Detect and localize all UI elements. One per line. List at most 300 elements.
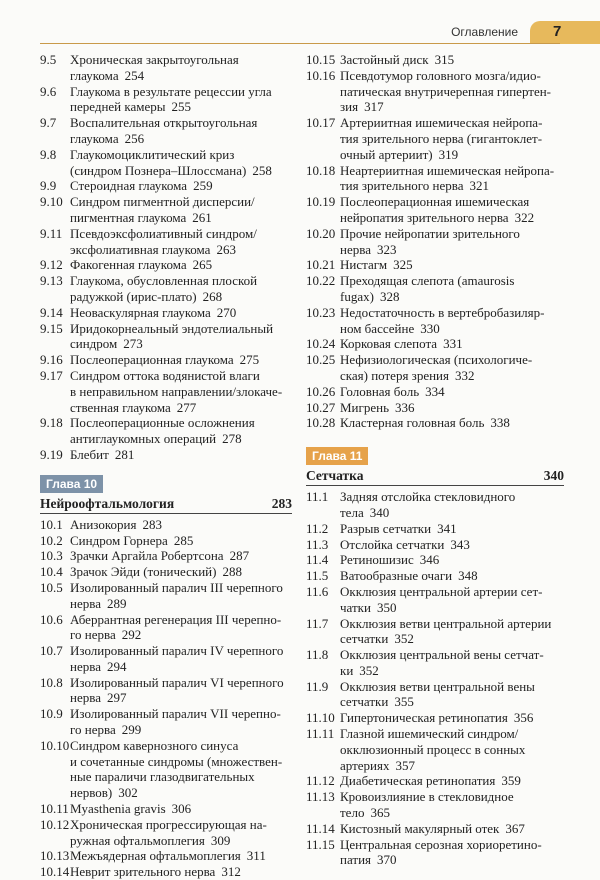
- toc-entry-page: 322: [514, 209, 535, 225]
- toc-entry[interactable]: [306, 521, 564, 537]
- toc-entry-text: [340, 400, 564, 416]
- toc-entry[interactable]: [40, 817, 292, 849]
- toc-entry-line: зия: [340, 99, 359, 115]
- toc-entry-text: [70, 226, 292, 258]
- toc-entry[interactable]: [40, 533, 292, 549]
- toc-entry-page: 325: [393, 257, 413, 273]
- toc-entry[interactable]: [306, 489, 564, 521]
- toc-entry-page: 277: [176, 399, 197, 415]
- toc-entry-number: 9.16: [40, 352, 63, 368]
- toc-entry-number: 10.13: [40, 848, 70, 864]
- toc-entry-text: [340, 726, 564, 773]
- toc-entry-line: тия зрительного нерва: [340, 178, 464, 194]
- chapter-10-page: 283: [271, 495, 292, 511]
- toc-entry-page: 283: [142, 516, 162, 532]
- toc-list-chapter11: [306, 489, 564, 868]
- chapter-10-heading[interactable]: [40, 495, 292, 514]
- chapter-11-heading[interactable]: [306, 467, 564, 486]
- toc-entry-number: 11.1: [306, 489, 329, 505]
- toc-entry-line: нерва: [70, 595, 101, 611]
- toc-entry[interactable]: [40, 612, 292, 644]
- toc-entry-line: чатки: [340, 599, 371, 615]
- running-header-title: Оглавление: [451, 25, 518, 39]
- toc-entry[interactable]: [306, 415, 564, 431]
- toc-entry-number: 11.13: [306, 789, 335, 805]
- toc-entry-line: ные параличи глазодвигательных: [70, 769, 255, 785]
- toc-entry[interactable]: [306, 789, 564, 821]
- toc-entry-line: Анизокория: [70, 516, 137, 532]
- toc-entry-line: тела: [340, 504, 364, 520]
- toc-entry-line: го нерва: [70, 627, 116, 643]
- toc-entry-number: 10.26: [306, 383, 336, 399]
- toc-entry-text: [340, 115, 564, 162]
- toc-entry-number: 9.12: [40, 257, 63, 273]
- toc-entry-line: Воспалительная открытоугольная: [70, 115, 258, 131]
- toc-entry-line: нерва: [340, 241, 371, 257]
- toc-entry-number: 10.24: [306, 336, 336, 352]
- toc-entry-number: 9.9: [40, 178, 57, 194]
- toc-entry-page: 340: [369, 504, 390, 520]
- toc-entry[interactable]: [306, 647, 564, 679]
- toc-entry-number: 11.14: [306, 820, 335, 836]
- toc-entry-line: ки: [340, 662, 354, 678]
- toc-entry-page: 256: [124, 130, 145, 146]
- toc-entry-number: 10.1: [40, 516, 63, 532]
- toc-entry-text: [70, 612, 292, 644]
- toc-entry[interactable]: [40, 738, 292, 801]
- toc-entry[interactable]: [40, 447, 292, 463]
- toc-entry-text: [70, 548, 292, 564]
- toc-entry-text: [70, 84, 292, 116]
- toc-entry[interactable]: [40, 564, 292, 580]
- toc-entry-line: Синдром оттока водянистой влаги: [70, 367, 260, 383]
- toc-entry[interactable]: [40, 517, 292, 533]
- toc-entry-line: сетчатки: [340, 631, 389, 647]
- toc-entry[interactable]: [40, 115, 292, 147]
- toc-entry-page: 352: [359, 662, 379, 678]
- toc-entry[interactable]: [40, 643, 292, 675]
- toc-entry-line: нерва: [70, 690, 101, 706]
- toc-entry[interactable]: [306, 726, 564, 773]
- toc-entry-line: ская) потеря зрения: [340, 367, 449, 383]
- chapter-11-page: 340: [543, 468, 564, 484]
- toc-entry-line: Псевдотумор головного мозга/идио-: [340, 67, 541, 83]
- toc-entry-text: [70, 257, 292, 273]
- toc-entry[interactable]: [40, 147, 292, 179]
- toc-entry[interactable]: [306, 837, 564, 869]
- toc-entry-text: [340, 647, 564, 679]
- toc-entry-page: 336: [395, 399, 415, 415]
- toc-entry-line: очный артериит): [340, 146, 433, 162]
- toc-entry-number: 10.4: [40, 564, 63, 580]
- toc-entry-line: Задняя отслойка стекловидного: [340, 489, 516, 505]
- toc-entry[interactable]: [306, 616, 564, 648]
- toc-list-chapter9: [40, 52, 292, 463]
- toc-entry-number: 11.8: [306, 647, 329, 663]
- toc-entry-text: [340, 273, 564, 305]
- toc-entry[interactable]: [306, 384, 564, 400]
- toc-entry-line: эксфолиативная глаукома: [70, 241, 211, 257]
- toc-entry-page: 312: [221, 864, 241, 880]
- toc-entry-page: 299: [121, 722, 142, 738]
- toc-entry-page: 289: [106, 595, 127, 611]
- toc-entry-page: 315: [434, 52, 455, 67]
- toc-entry-page: 365: [370, 805, 390, 821]
- toc-entry-text: [70, 194, 292, 226]
- toc-entry-number: 10.11: [40, 801, 69, 817]
- toc-entry[interactable]: [40, 548, 292, 564]
- toc-entry[interactable]: [40, 801, 292, 817]
- toc-entry[interactable]: [306, 226, 564, 258]
- toc-entry-text: [70, 801, 292, 817]
- toc-entry-number: 10.28: [306, 415, 336, 431]
- toc-entry-number: 11.3: [306, 536, 329, 552]
- toc-entry-text: [70, 864, 292, 880]
- toc-entry[interactable]: [40, 305, 292, 321]
- toc-entry[interactable]: [306, 273, 564, 305]
- toc-entry-line: Головная боль: [340, 383, 420, 399]
- toc-entry-line: Стероидная глаукома: [70, 178, 188, 194]
- toc-entry-line: Неврит зрительного нерва: [70, 864, 216, 880]
- toc-entry[interactable]: [306, 336, 564, 352]
- toc-entry-page: 350: [376, 599, 397, 615]
- toc-entry-number: 10.18: [306, 162, 336, 178]
- toc-entry-number: 9.10: [40, 194, 63, 210]
- toc-entry-text: [340, 552, 564, 568]
- toc-entry-page: 356: [513, 710, 534, 726]
- toc-entry-line: и сочетанные синдромы (множествен-: [70, 753, 283, 769]
- toc-entry-line: Хроническая закрытоугольная глаукома: [70, 52, 239, 83]
- toc-entry-line: го нерва: [70, 722, 116, 738]
- toc-entry[interactable]: [306, 552, 564, 568]
- toc-entry[interactable]: [40, 194, 292, 226]
- toc-entry[interactable]: [306, 821, 564, 837]
- toc-entry-line: Синдром пигментной дисперсии/: [70, 194, 255, 210]
- toc-entry-text: [340, 305, 564, 337]
- toc-entry[interactable]: [40, 178, 292, 194]
- toc-entry-line: Окклюзия центральной артерии сет-: [340, 583, 543, 599]
- toc-entry-text: [70, 352, 292, 368]
- toc-entry-number: 10.27: [306, 399, 336, 415]
- toc-entry-text: [70, 447, 292, 463]
- toc-entry-number: 11.9: [306, 678, 329, 694]
- toc-entry-text: [70, 178, 292, 194]
- toc-entry-page: 357: [395, 757, 415, 773]
- toc-entry-line: Послеоперационная глаукома: [70, 352, 234, 368]
- toc-entry-line: Недостаточность в вертебробазиляр-: [340, 304, 545, 320]
- chapter-10-label: Глава 10: [40, 475, 103, 493]
- toc-entry-page: 352: [394, 631, 414, 647]
- toc-entry-line: Изолированный паралич VI черепного: [70, 674, 284, 690]
- toc-entry-number: 9.13: [40, 273, 63, 289]
- toc-entry-number: 11.7: [306, 615, 329, 631]
- toc-entry-line: Глаукома в результате рецессии угла: [70, 83, 272, 99]
- toc-entry-line: Myasthenia gravis: [70, 801, 166, 817]
- toc-entry-line: Зрачок Эйди (тонический): [70, 564, 217, 580]
- toc-entry-number: 10.12: [40, 816, 70, 832]
- toc-entry[interactable]: [306, 257, 564, 273]
- toc-entry-number: 10.20: [306, 225, 336, 241]
- toc-entry-page: 297: [106, 690, 127, 706]
- toc-entry-line: Кистозный макулярный отек: [340, 820, 500, 836]
- toc-entry-number: 11.6: [306, 583, 329, 599]
- toc-entry-line: Синдром Горнера: [70, 532, 168, 548]
- toc-entry-text: [70, 147, 292, 179]
- toc-entry[interactable]: [40, 84, 292, 116]
- toc-entry-text: [340, 226, 564, 258]
- toc-entry-line: Глаукома, обусловленная плоской: [70, 273, 258, 289]
- toc-entry-line: синдром: [70, 336, 118, 352]
- toc-entry-page: 355: [394, 694, 414, 710]
- toc-entry-line: Гипертоническая ретинопатия: [340, 710, 508, 726]
- toc-entry[interactable]: [306, 537, 564, 553]
- toc-entry-line: тия зрительного нерва (гигантоклет-: [340, 130, 543, 146]
- toc-entry-page: 348: [458, 568, 478, 584]
- page-number: 7: [553, 23, 562, 40]
- toc-entry-line: Неартериитная ишемическая нейропа-: [340, 162, 555, 178]
- toc-entry-line: Мигрень: [340, 399, 390, 415]
- toc-entry-text: [340, 837, 564, 869]
- toc-entry[interactable]: [40, 675, 292, 707]
- toc-entry[interactable]: [40, 52, 292, 84]
- toc-entry-number: 10.9: [40, 706, 63, 722]
- toc-entry-page: 273: [123, 336, 143, 352]
- toc-entry-text: [340, 489, 564, 521]
- toc-entry-number: 10.10: [40, 737, 70, 753]
- toc-entry-line: Изолированный паралич IV черепного: [70, 643, 284, 659]
- toc-entry-line: Окклюзия ветви центральной вены: [340, 678, 535, 694]
- toc-entry-line: Межъядерная офтальмоплегия: [70, 848, 241, 864]
- toc-entry[interactable]: [40, 848, 292, 864]
- toc-entry-line: ственная глаукома: [70, 399, 171, 415]
- toc-entry-text: [70, 706, 292, 738]
- toc-entry-number: 10.14: [40, 864, 70, 880]
- toc-entry-page: 367: [505, 820, 525, 836]
- toc-entry-page: 281: [114, 446, 135, 462]
- toc-entry-text: [340, 821, 564, 837]
- toc-entry-line: Нистагм: [340, 257, 388, 273]
- toc-entry-text: [70, 580, 292, 612]
- toc-entry[interactable]: [40, 257, 292, 273]
- toc-entry[interactable]: [306, 163, 564, 195]
- toc-entry[interactable]: [40, 273, 292, 305]
- toc-entry-line: Псевдоэксфолиативный синдром/: [70, 225, 257, 241]
- toc-entry-line: Кластерная головная боль: [340, 415, 485, 431]
- toc-list-chapter10-left: [40, 517, 292, 880]
- toc-entry-page: 288: [222, 564, 242, 580]
- toc-entry-line: Центральная серозная хориоретино-: [340, 836, 542, 852]
- toc-entry[interactable]: [306, 568, 564, 584]
- toc-entry[interactable]: [40, 580, 292, 612]
- toc-entry-line: Нефизиологическая (психологиче-: [340, 352, 533, 368]
- toc-entry-line: Застойный диск: [340, 52, 429, 67]
- toc-entry-number: 9.15: [40, 320, 63, 336]
- toc-entry[interactable]: [306, 194, 564, 226]
- toc-entry[interactable]: [306, 584, 564, 616]
- toc-entry-text: [340, 616, 564, 648]
- toc-entry-number: 11.2: [306, 520, 329, 536]
- toc-entry-text: [340, 679, 564, 711]
- toc-entry-number: 10.21: [306, 257, 336, 273]
- toc-entry-line: тело: [340, 805, 365, 821]
- toc-entry-line: Блебит: [70, 446, 109, 462]
- toc-left-column: [40, 52, 292, 880]
- toc-entry-line: Хроническая прогрессирующая на-: [70, 816, 267, 832]
- toc-entry-line: Синдром кавернозного синуса: [70, 737, 239, 753]
- toc-entry-number: 11.5: [306, 568, 329, 584]
- toc-entry-number: 10.3: [40, 548, 63, 564]
- toc-entry-number: 10.16: [306, 67, 336, 83]
- toc-entry-number: 9.7: [40, 115, 57, 131]
- toc-entry-text: [340, 257, 564, 273]
- toc-entry-number: 10.2: [40, 532, 63, 548]
- toc-entry-line: Артериитная ишемическая нейропа-: [340, 115, 543, 131]
- toc-entry-line: Ватообразные очаги: [340, 568, 453, 584]
- toc-entry-page: 285: [173, 532, 194, 548]
- toc-entry-line: Окклюзия центральной вены сетчат-: [340, 647, 544, 663]
- toc-entry-text: [70, 321, 292, 353]
- toc-entry-line: Изолированный паралич III черепного: [70, 579, 283, 595]
- toc-entry[interactable]: [40, 706, 292, 738]
- toc-entry-text: [70, 738, 292, 801]
- toc-entry-text: [340, 68, 564, 115]
- toc-entry-line: Иридокорнеальный эндотелиальный: [70, 320, 274, 336]
- toc-entry-number: 11.4: [306, 552, 329, 568]
- toc-entry-text: [70, 533, 292, 549]
- toc-entry-page: 343: [450, 536, 470, 552]
- toc-entry-line: окклюзионный процесс в сонных: [340, 741, 526, 757]
- toc-entry-page: 287: [229, 548, 250, 564]
- toc-entry-number: 10.22: [306, 273, 336, 289]
- toc-entry-line: нерва: [70, 658, 101, 674]
- toc-entry-page: 328: [379, 288, 400, 304]
- toc-right-column: [306, 52, 564, 868]
- toc-entry-page: 263: [216, 241, 236, 257]
- toc-entry-text: [340, 773, 564, 789]
- toc-entry[interactable]: [306, 68, 564, 115]
- toc-entry[interactable]: [306, 305, 564, 337]
- toc-entry-line: Кровоизлияние в стекловидное: [340, 789, 514, 805]
- toc-entry-number: 10.19: [306, 194, 336, 210]
- toc-entry-line: антиглаукомных операций: [70, 431, 217, 447]
- toc-entry-line: Ретиношизис: [340, 552, 414, 568]
- toc-entry-number: 10.17: [306, 115, 336, 131]
- toc-entry-line: fugax): [340, 288, 374, 304]
- toc-entry-text: [340, 352, 564, 384]
- toc-entry-number: 9.17: [40, 367, 63, 383]
- toc-entry-page: 330: [420, 320, 440, 336]
- toc-entry-text: [70, 848, 292, 864]
- toc-entry-page: 294: [106, 658, 127, 674]
- toc-entry-page: 270: [216, 304, 237, 320]
- toc-entry-line: Зрачки Аргайла Робертсона: [70, 548, 224, 564]
- toc-entry-text: [70, 643, 292, 675]
- toc-entry-page: 321: [469, 178, 490, 194]
- toc-entry-line: передней камеры: [70, 99, 166, 115]
- toc-entry-line: ружная офтальмоплегия: [70, 832, 205, 848]
- toc-entry-page: 309: [210, 832, 231, 848]
- toc-entry-line: Окклюзия ветви центральной артерии: [340, 615, 552, 631]
- toc-entry-text: [340, 584, 564, 616]
- toc-entry-line: Послеоперационная ишемическая: [340, 194, 530, 210]
- toc-entry-line: нервов): [70, 785, 113, 801]
- toc-entry-line: ном бассейне: [340, 320, 415, 336]
- toc-entry-text: [340, 52, 564, 68]
- toc-entry[interactable]: [306, 710, 564, 726]
- toc-entry-line: Неоваскулярная глаукома: [70, 304, 211, 320]
- chapter-11-title: Сетчатка: [306, 468, 364, 484]
- toc-entry-page: 370: [377, 852, 397, 868]
- toc-entry-page: 323: [376, 241, 397, 257]
- chapter-11-label: Глава 11: [306, 447, 368, 465]
- toc-entry[interactable]: [40, 864, 292, 880]
- page-number-tab: [530, 21, 600, 44]
- toc-list-chapter10-right: [306, 52, 564, 431]
- toc-entry-line: радужкой (ирис-плато): [70, 288, 197, 304]
- toc-entry-line: в неправильном направлении/злокаче-: [70, 383, 283, 399]
- toc-entry-number: 9.14: [40, 304, 63, 320]
- toc-entry[interactable]: [306, 773, 564, 789]
- header-divider: [40, 43, 560, 44]
- toc-entry[interactable]: [40, 415, 292, 447]
- toc-entry-number: 10.6: [40, 611, 63, 627]
- toc-entry-line: Диабетическая ретинопатия: [340, 773, 496, 789]
- toc-entry-text: [70, 305, 292, 321]
- toc-entry-line: Разрыв сетчатки: [340, 520, 432, 536]
- toc-entry[interactable]: [40, 352, 292, 368]
- toc-entry-text: [70, 368, 292, 415]
- toc-entry-number: 10.8: [40, 674, 63, 690]
- toc-entry[interactable]: [40, 368, 292, 415]
- toc-entry-page: 346: [419, 552, 440, 568]
- toc-entry[interactable]: [40, 226, 292, 258]
- toc-entry-page: 265: [192, 257, 213, 273]
- toc-entry-page: 254: [124, 67, 145, 83]
- toc-entry-page: 302: [118, 785, 138, 801]
- toc-entry-number: 9.5: [40, 52, 57, 67]
- toc-entry-number: 9.6: [40, 83, 57, 99]
- toc-entry-page: 275: [239, 352, 260, 368]
- toc-entry-page: 332: [454, 367, 475, 383]
- toc-entry-line: Отслойка сетчатки: [340, 536, 445, 552]
- toc-entry-page: 261: [192, 209, 212, 225]
- toc-entry-page: 319: [438, 146, 459, 162]
- toc-entry-number: 9.18: [40, 415, 63, 431]
- toc-entry-number: 10.5: [40, 579, 63, 595]
- toc-entry[interactable]: [306, 679, 564, 711]
- toc-entry-line: Факогенная глаукома: [70, 257, 187, 273]
- toc-entry[interactable]: [306, 52, 564, 68]
- toc-entry-text: [70, 115, 292, 147]
- toc-entry-number: 11.12: [306, 773, 335, 789]
- toc-entry[interactable]: [306, 400, 564, 416]
- toc-entry[interactable]: [306, 352, 564, 384]
- toc-entry[interactable]: [40, 321, 292, 353]
- toc-entry-number: 11.15: [306, 836, 335, 852]
- toc-entry-text: [340, 568, 564, 584]
- toc-entry[interactable]: [306, 115, 564, 162]
- toc-entry-text: [340, 194, 564, 226]
- toc-entry-text: [70, 675, 292, 707]
- toc-entry-page: 292: [121, 627, 142, 643]
- toc-entry-text: [340, 537, 564, 553]
- toc-entry-text: [340, 415, 564, 431]
- toc-entry-page: 255: [171, 99, 191, 115]
- toc-entry-page: 311: [246, 848, 266, 864]
- toc-entry-page: 258: [252, 162, 272, 178]
- toc-entry-line: Глазной ишемический синдром/: [340, 726, 519, 742]
- toc-entry-text: [70, 517, 292, 533]
